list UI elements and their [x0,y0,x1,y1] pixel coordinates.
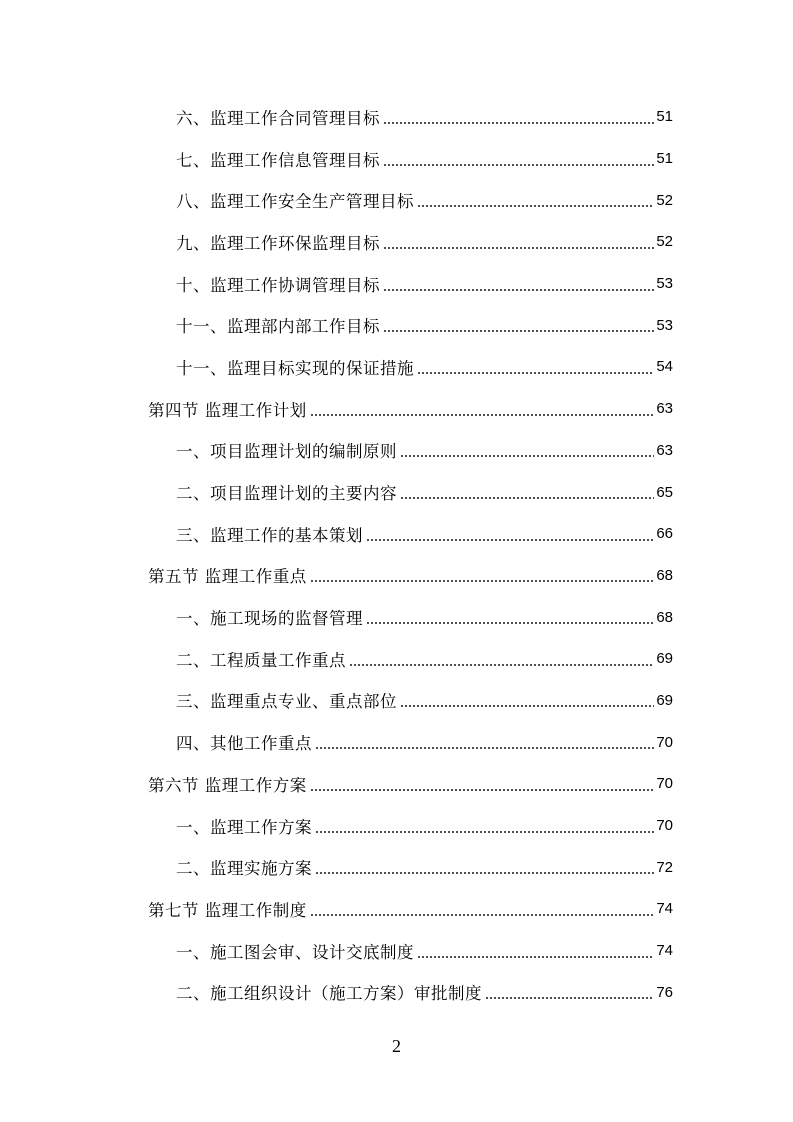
toc-entry-title: 十一、监理目标实现的保证措施 [176,358,414,378]
toc-entry-title: 二、工程质量工作重点 [176,650,346,670]
toc-entry-title: 三、监理重点专业、重点部位 [176,692,397,712]
toc-entry-title: 二、施工组织设计（施工方案）审批制度 [176,984,482,1004]
toc-entry-title: 二、监理实施方案 [176,859,312,879]
toc-entry-title: 一、施工现场的监督管理 [176,609,363,629]
toc-dot-leader [366,539,654,541]
toc-entry-title: 四、其他工作重点 [176,734,312,754]
toc-dot-leader [310,914,655,916]
toc-entry-page-number: 74 [656,900,673,918]
toc-dot-leader [383,164,654,166]
toc-dot-leader [383,330,654,332]
toc-dot-leader [417,956,654,958]
toc-entry-title: 九、监理工作环保监理目标 [176,233,380,253]
toc-entry-page-number: 53 [656,316,673,334]
toc-dot-leader [400,455,654,457]
toc-entry-page-number: 52 [656,233,673,251]
toc-entry-page-number: 76 [656,983,673,1001]
toc-entry-page-number: 52 [656,191,673,209]
toc-subsection-entry[interactable] [0,513,793,555]
toc-entry-page-number: 69 [656,691,673,709]
toc-dot-leader [310,789,655,791]
toc-subsection-entry[interactable] [0,846,793,888]
toc-subsection-entry[interactable] [0,596,793,638]
toc-entry-title: 三、监理工作的基本策划 [176,525,363,545]
toc-entry-page-number: 68 [656,608,673,626]
toc-subsection-entry[interactable] [0,430,793,472]
toc-dot-leader [310,580,655,582]
toc-entry-title: 第五节 监理工作重点 [148,567,307,587]
toc-entry-page-number: 70 [656,733,673,751]
toc-subsection-entry[interactable] [0,971,793,1013]
toc-dot-leader [383,122,654,124]
toc-subsection-entry[interactable] [0,471,793,513]
toc-subsection-entry[interactable] [0,96,793,138]
toc-entry-page-number: 51 [656,108,673,126]
toc-dot-leader [400,705,654,707]
toc-entry-title: 一、项目监理计划的编制原则 [176,442,397,462]
toc-dot-leader [383,289,654,291]
toc-dot-leader [315,831,654,833]
toc-entry-page-number: 54 [656,358,673,376]
toc-entry-title: 七、监理工作信息管理目标 [176,150,380,170]
toc-entry-title: 六、监理工作合同管理目标 [176,108,380,128]
table-of-contents [0,96,793,1013]
toc-dot-leader [366,622,654,624]
toc-dot-leader [315,872,654,874]
toc-entry-title: 第四节 监理工作计划 [148,400,307,420]
toc-entry-title: 十一、监理部内部工作目标 [176,317,380,337]
toc-subsection-entry[interactable] [0,138,793,180]
toc-section-entry[interactable] [0,555,793,597]
toc-entry-page-number: 51 [656,150,673,168]
toc-entry-page-number: 70 [656,775,673,793]
toc-entry-page-number: 74 [656,942,673,960]
toc-dot-leader [417,205,654,207]
toc-section-entry[interactable] [0,388,793,430]
toc-entry-title: 第六节 监理工作方案 [148,775,307,795]
toc-dot-leader [383,247,654,249]
toc-dot-leader [315,747,654,749]
toc-entry-title: 二、项目监理计划的主要内容 [176,484,397,504]
toc-subsection-entry[interactable] [0,721,793,763]
toc-subsection-entry[interactable] [0,263,793,305]
toc-entry-title: 一、监理工作方案 [176,817,312,837]
toc-dot-leader [349,664,654,666]
toc-entry-page-number: 68 [656,566,673,584]
toc-entry-page-number: 69 [656,650,673,668]
toc-section-entry[interactable] [0,888,793,930]
page-number: 2 [392,1036,401,1056]
toc-subsection-entry[interactable] [0,680,793,722]
toc-entry-title: 八、监理工作安全生产管理目标 [176,192,414,212]
toc-subsection-entry[interactable] [0,638,793,680]
toc-dot-leader [400,497,654,499]
toc-entry-page-number: 65 [656,483,673,501]
toc-subsection-entry[interactable] [0,346,793,388]
toc-subsection-entry[interactable] [0,930,793,972]
toc-entry-page-number: 66 [656,525,673,543]
toc-dot-leader [310,414,655,416]
toc-dot-leader [417,372,654,374]
toc-entry-page-number: 63 [656,441,673,459]
toc-subsection-entry[interactable] [0,304,793,346]
toc-entry-title: 第七节 监理工作制度 [148,900,307,920]
toc-entry-page-number: 72 [656,858,673,876]
toc-subsection-entry[interactable] [0,805,793,847]
toc-subsection-entry[interactable] [0,179,793,221]
toc-entry-title: 一、施工图会审、设计交底制度 [176,942,414,962]
toc-entry-page-number: 63 [656,400,673,418]
toc-entry-title: 十、监理工作协调管理目标 [176,275,380,295]
toc-subsection-entry[interactable] [0,221,793,263]
toc-dot-leader [485,997,654,999]
toc-entry-page-number: 70 [656,817,673,835]
toc-section-entry[interactable] [0,763,793,805]
toc-entry-page-number: 53 [656,275,673,293]
